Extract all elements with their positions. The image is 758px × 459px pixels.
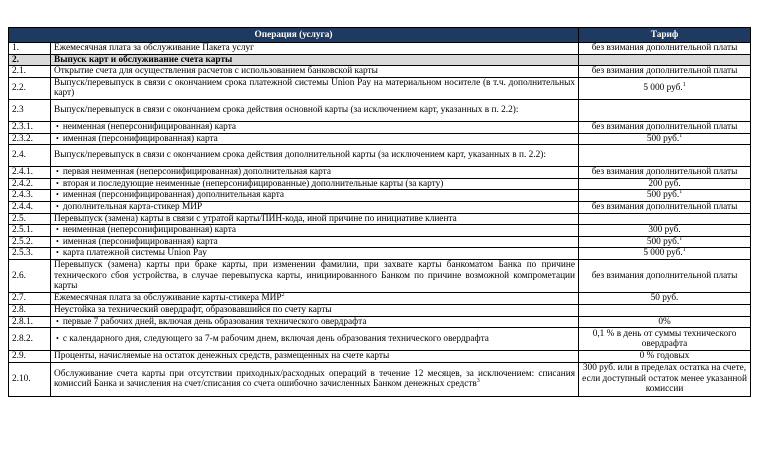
- row-description: [51, 213, 579, 225]
- row-description-text: Выпуск/перевыпуск в связи с окончанием срока действия дополнительной карты (за исключением карт, указанных в п. 2.2):: [54, 150, 546, 161]
- row-number: 2.4.: [9, 145, 51, 167]
- row-tariff: [579, 328, 751, 351]
- footnote-mark: 1: [679, 132, 683, 139]
- row-tariff-text: 300 руб.: [648, 225, 681, 236]
- row-description-text: • с календарного дня, следующего за 7-м рабочим днем, включая день образования технического овердрафта: [54, 334, 489, 344]
- table-row: [9, 145, 751, 167]
- table-body: [9, 43, 751, 397]
- row-tariff: [579, 66, 751, 78]
- row-description: [51, 178, 579, 190]
- row-description: [51, 167, 579, 179]
- row-tariff-text: без взимания дополнительной платы: [591, 121, 738, 132]
- row-description: [51, 66, 579, 78]
- row-description: [51, 351, 579, 363]
- table-row: [9, 292, 751, 304]
- row-description-text: • неименная (неперсонифицированная) карта: [54, 122, 236, 132]
- row-description: [51, 201, 579, 213]
- row-tariff-text: 500 руб.: [646, 190, 680, 201]
- row-description: [51, 236, 579, 248]
- row-tariff-text: без взимания дополнительной платы: [591, 66, 738, 77]
- row-tariff: [579, 190, 751, 202]
- table-row: [9, 304, 751, 316]
- row-number: 2.5.1.: [9, 225, 51, 237]
- row-number: 2.7.: [9, 292, 51, 304]
- footnote-mark: 1: [682, 247, 686, 254]
- row-description: [51, 328, 579, 351]
- row-tariff-text: 500 руб.: [646, 236, 680, 247]
- row-description: [51, 259, 579, 292]
- row-tariff: [579, 201, 751, 213]
- row-number: 2.8.2.: [9, 328, 51, 351]
- row-tariff: [579, 225, 751, 237]
- row-tariff-text: 0%: [658, 316, 671, 327]
- row-description: [51, 190, 579, 202]
- row-number: 2.: [9, 54, 51, 66]
- table-row: [9, 43, 751, 55]
- row-description-text: • именная (персонифицированная) карта: [54, 237, 218, 247]
- row-number: 2.4.2.: [9, 178, 51, 190]
- table-row: [9, 328, 751, 351]
- row-description: [51, 121, 579, 133]
- row-description: [51, 362, 579, 396]
- row-number: 2.3: [9, 99, 51, 121]
- row-tariff: [579, 99, 751, 121]
- row-description-text: Ежемесячная плата за обслуживание карты-стикера МИР: [54, 293, 282, 304]
- row-tariff: [579, 292, 751, 304]
- table-row: [9, 351, 751, 363]
- tariff-table-wrapper: [8, 27, 750, 397]
- row-tariff: [579, 304, 751, 316]
- tariff-table: [8, 27, 751, 397]
- header-operation: Операция (услуга): [9, 28, 579, 43]
- row-number: 2.8.: [9, 304, 51, 316]
- table-row: [9, 121, 751, 133]
- row-description-text: • именная (персонифицированная) карта: [54, 134, 218, 144]
- table-row: [9, 201, 751, 213]
- table-row: [9, 362, 751, 396]
- row-description-text: Выпуск/перевыпуск в связи с окончанием срока действия основной карты (за исключением карт, указанных в п. 2.2):: [54, 105, 519, 116]
- row-number: 2.4.4.: [9, 201, 51, 213]
- row-tariff-text: 5 000 руб.: [643, 248, 683, 259]
- row-number: 2.5.: [9, 213, 51, 225]
- row-description-text: Выпуск/перевыпуск в связи с окончанием срока платежной системы Union Pay на материальном носителе (в т.ч. дополнительных карт): [54, 77, 576, 99]
- section-row: [9, 54, 751, 66]
- row-tariff: [579, 213, 751, 225]
- row-number: 2.4.1.: [9, 167, 51, 179]
- table-row: [9, 316, 751, 328]
- row-tariff: [579, 362, 751, 396]
- table-row: [9, 66, 751, 78]
- header-tariff: Тариф: [579, 28, 751, 43]
- footnote-mark: 1: [679, 189, 683, 196]
- row-tariff: [579, 145, 751, 167]
- row-description: [51, 77, 579, 99]
- footnote-mark: 1: [679, 235, 683, 242]
- row-description-text: Выпуск карт и обслуживание счета карты: [54, 54, 233, 65]
- row-number: 2.10.: [9, 362, 51, 396]
- row-tariff: [579, 178, 751, 190]
- row-tariff-text: без взимания дополнительной платы: [591, 270, 738, 281]
- row-description: [51, 145, 579, 167]
- row-number: 2.9.: [9, 351, 51, 363]
- footnote-mark: 1: [682, 82, 686, 89]
- row-tariff: [579, 248, 751, 260]
- row-tariff-text: без взимания дополнительной платы: [591, 201, 738, 212]
- row-description: [51, 225, 579, 237]
- row-number: 2.6.: [9, 259, 51, 292]
- row-description-text: • неименная (неперсонифицированная) карта: [54, 225, 236, 235]
- table-row: [9, 167, 751, 179]
- row-tariff-text: без взимания дополнительной платы: [591, 167, 738, 178]
- row-description-text: Неустойка за технический овердрафт, образовавшийся по счету карты: [54, 304, 332, 315]
- row-tariff-text: 5 000 руб.: [643, 83, 683, 94]
- row-description-text: Ежемесячная плата за обслуживание Пакета услуг: [54, 43, 254, 53]
- row-tariff: [579, 54, 751, 66]
- row-tariff-text: 0,1 % в день от суммы технического овердрафта: [592, 328, 737, 350]
- footnote-mark: 2: [281, 292, 285, 299]
- row-number: 2.2.: [9, 77, 51, 99]
- row-description-text: • карта платежной системы Union Pay: [54, 248, 207, 258]
- row-tariff: [579, 77, 751, 99]
- footnote-mark: 3: [476, 378, 480, 385]
- row-tariff: [579, 236, 751, 248]
- row-tariff-text: 0 % годовых: [639, 351, 690, 362]
- row-tariff-text: 200 руб.: [648, 178, 681, 189]
- row-tariff-text: 300 руб. или в пределах остатка на счете, если доступный остаток менее указанной комиссии: [582, 363, 747, 395]
- table-row: [9, 213, 751, 225]
- table-row: [9, 178, 751, 190]
- row-description: [51, 133, 579, 145]
- row-tariff-text: 500 руб.: [646, 133, 680, 144]
- row-number: 2.3.2.: [9, 133, 51, 145]
- table-row: [9, 77, 751, 99]
- row-tariff: [579, 316, 751, 328]
- row-number: 2.1.: [9, 66, 51, 78]
- table-row: [9, 248, 751, 260]
- row-tariff: [579, 133, 751, 145]
- row-tariff: [579, 167, 751, 179]
- row-tariff-text: без взимания дополнительной платы: [591, 43, 738, 53]
- row-tariff-text: 50 руб.: [650, 293, 679, 304]
- row-tariff: [579, 259, 751, 292]
- table-row: [9, 99, 751, 121]
- row-description-text: Перевыпуск (замена) карты в связи с утратой карты/ПИН-кода, иной причине по инициативе клиента: [54, 213, 457, 224]
- table-row: [9, 133, 751, 145]
- row-tariff: [579, 43, 751, 55]
- row-number: 2.8.1.: [9, 316, 51, 328]
- row-description-text: • вторая и последующие неименные (неперсонифицированные) дополнительные карты (за карту): [54, 179, 443, 189]
- row-description: [51, 304, 579, 316]
- row-description: [51, 43, 579, 55]
- row-number: 2.3.1.: [9, 121, 51, 133]
- row-description: [51, 99, 579, 121]
- row-description-text: Обслуживание счета карты при отсутствии приходных/расходных операций в течение 12 месяцев, за исключением: списания комиссий Банка и зачисления на счет/списания со счета ошибочно зачисленных Банком денежных средств: [54, 368, 576, 390]
- row-description: [51, 292, 579, 304]
- row-description-text: Открытие счета для осуществления расчетов с использованием банковской карты: [54, 66, 378, 77]
- table-row: [9, 259, 751, 292]
- row-description-text: • первые 7 рабочих дней, включая день образования технического овердрафта: [54, 317, 366, 327]
- row-number: 2.5.3.: [9, 248, 51, 260]
- row-description-text: • дополнительная карта-стикер МИР: [54, 202, 202, 212]
- row-description-text: • именная (персонифицированная) дополнительная карта: [54, 190, 284, 200]
- row-number: 1.: [9, 43, 51, 55]
- row-description: [51, 316, 579, 328]
- row-description-text: • первая неименная (неперсонифицированная) дополнительная карта: [54, 167, 331, 177]
- row-tariff: [579, 351, 751, 363]
- row-description: [51, 248, 579, 260]
- table-row: [9, 190, 751, 202]
- table-header-row: [9, 28, 751, 43]
- row-number: 2.4.3.: [9, 190, 51, 202]
- table-row: [9, 236, 751, 248]
- row-description-text: Проценты, начисляемые на остаток денежных средств, размещенных на счете карты: [54, 351, 390, 362]
- row-description: [51, 54, 579, 66]
- row-description-text: Перевыпуск (замена) карты при браке карты, при изменении фамилии, при захвате карты банкоматом Банка по причине технического сбоя устройства, в случае перевыпуска карты, инициированного Банком по причине возможной компрометации карты: [54, 260, 576, 292]
- row-tariff: [579, 121, 751, 133]
- table-row: [9, 225, 751, 237]
- row-number: 2.5.2.: [9, 236, 51, 248]
